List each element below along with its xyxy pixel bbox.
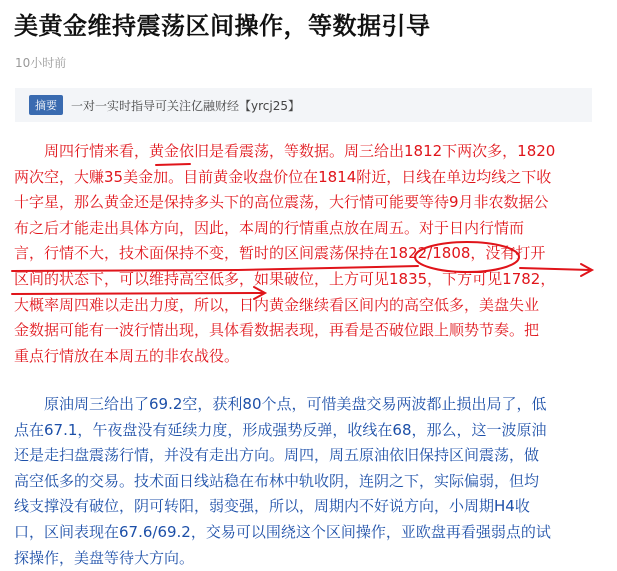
article-title: 美黄金维持震荡区间操作，等数据引导 [14, 12, 431, 40]
paragraph-oil [14, 392, 604, 571]
summary-text: 一对一实时指导可关注亿融财经【yrcj25】 [71, 98, 300, 113]
text-line: 十字星，那么黄金还是保持多头下的高位震荡，大行情可能要等待9月非农数据公 [14, 193, 549, 212]
text-line: 线支撑没有破位，阴可转阳，弱变强，所以，周期内不好说方向，小周期H4收 [14, 497, 530, 516]
summary-tag: 摘要 [29, 95, 63, 115]
text-line: 点在67.1，午夜盘没有延续力度，形成强势反弹，收线在68，那么，这一波原油 [14, 420, 547, 439]
text-line: 两次空，大赚35美金加。目前黄金收盘价位在1814附近，日线在单边均线之下收 [14, 167, 552, 186]
text-line: 还是走扫盘震荡行情，并没有走出方向。周四，周五原油依旧保持区间震荡，做 [14, 446, 540, 465]
text-line: 原油周三给出了69.2空，获利80个点，可惜美盘交易两波都止损出局了，低 [14, 395, 547, 413]
text-line: 重点行情放在本周五的非农战役。 [14, 346, 240, 365]
text-line: 言，行情不大，技术面保持不变，暂时的区间震荡保持在1822/1808，没有打开 [14, 244, 546, 263]
paragraph-gold [14, 139, 604, 369]
publish-time: 10小时前 [15, 56, 67, 70]
text-line: 区间的状态下，可以维持高空低多，如果破位，上方可见1835，下方可见1782， [14, 269, 556, 288]
text-line: 口，区间表现在67.6/69.2，交易可以围绕这个区间操作，亚欧盘再看强弱点的试 [14, 522, 551, 541]
text-line: 周四行情来看，黄金依旧是看震荡，等数据。周三给出1812下两次多，1820 [14, 142, 556, 160]
text-line: 布之后才能走出具体方向，因此，本周的行情重点放在周五。对于日内行情而 [14, 218, 525, 237]
text-line: 金数据可能有一波行情出现，具体看数据表现，再看是否破位跟上顺势节奏。把 [14, 321, 540, 340]
text-line: 大概率周四难以走出力度，所以，日内黄金继续看区间内的高空低多，美盘失业 [14, 295, 540, 314]
summary-box [15, 88, 592, 122]
text-line: 高空低多的交易。技术面日线站稳在布林中轨收阴，连阴之下，实际偏弱，但均 [14, 471, 540, 490]
text-line: 探操作，美盘等待大方向。 [14, 548, 195, 567]
